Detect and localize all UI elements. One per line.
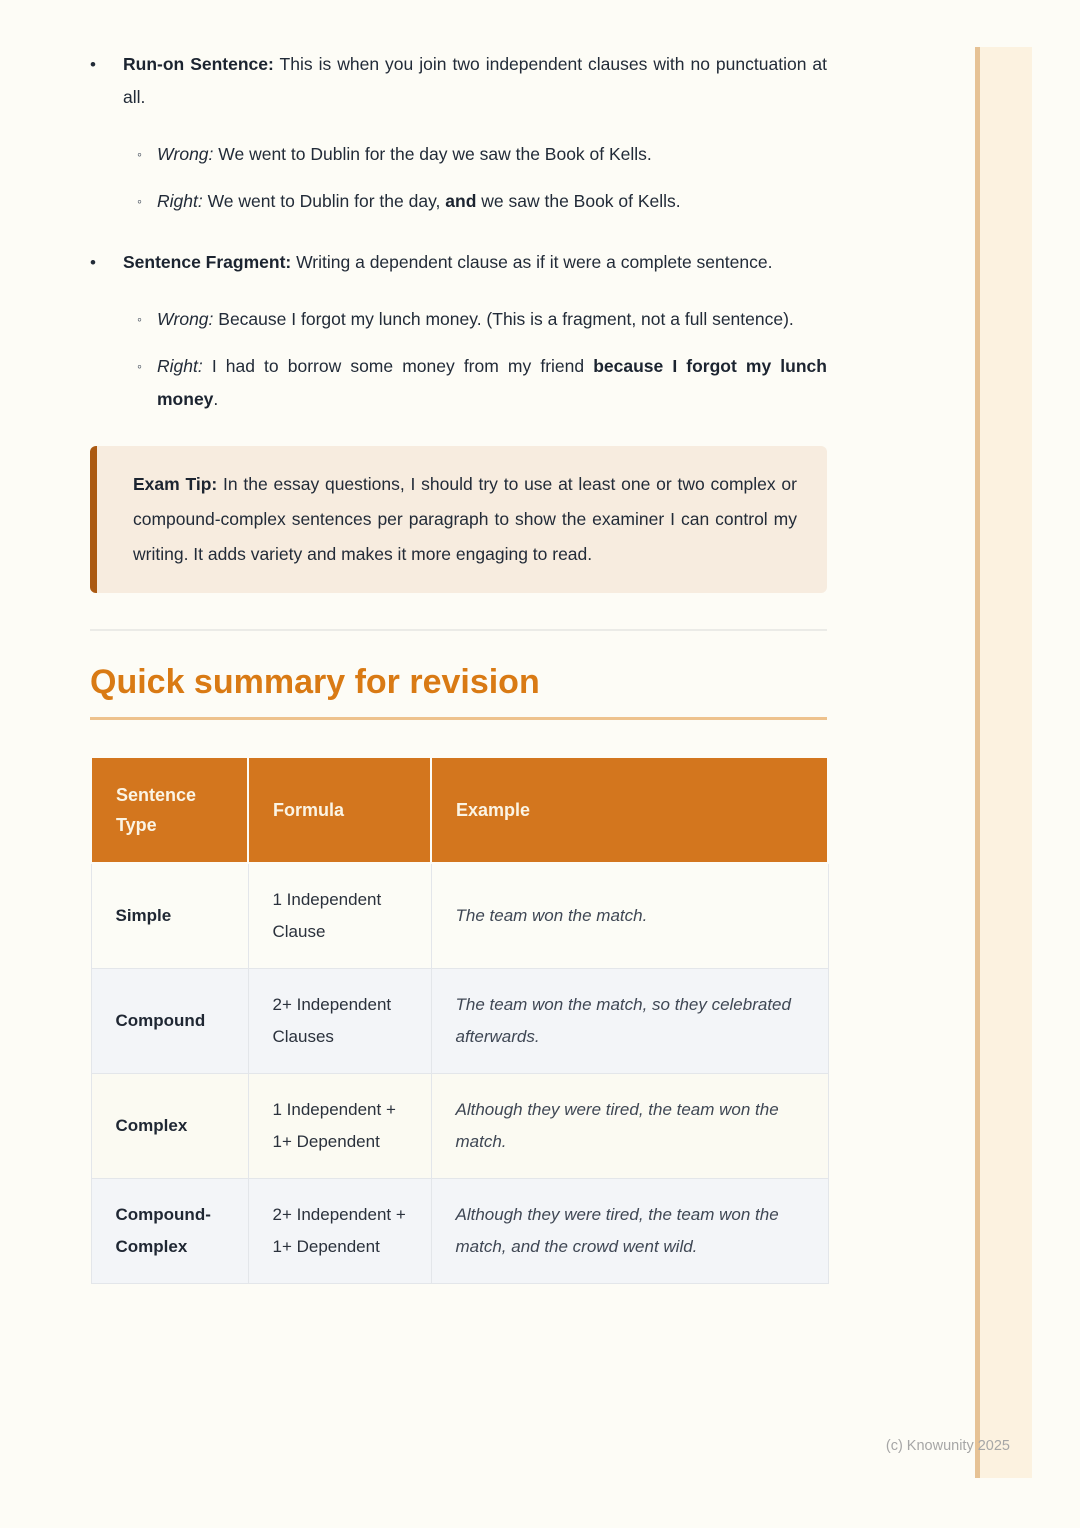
cell-example: Although they were tired, the team won the match, and the crowd went wild. xyxy=(431,1179,828,1284)
run-on-desc: This is when you join two independent clauses with no punctuation at all. xyxy=(123,54,828,107)
notes-content xyxy=(90,0,827,1284)
cell-example: Although they were tired, the team won the match. xyxy=(431,1074,828,1179)
right-example-text: We went to Dublin for the day, xyxy=(207,191,441,211)
col-header-formula: Formula xyxy=(248,757,431,863)
sentence-fragment-text xyxy=(123,246,772,279)
cell-type: Compound-Complex xyxy=(91,1179,248,1284)
wrong-label: Wrong: xyxy=(157,309,214,329)
sub-item-run-on-wrong xyxy=(90,138,827,171)
copyright-watermark: (c) Knowunity 2025 xyxy=(885,1438,1010,1454)
fragment-right-text xyxy=(157,350,827,416)
right-example-bold: because I forgot my lunch money xyxy=(157,356,827,409)
right-example-bold: and xyxy=(445,191,477,211)
list-item-sentence-fragment xyxy=(90,246,827,279)
table-header-row xyxy=(91,757,828,863)
bullet-marker-icon: • xyxy=(90,253,96,272)
circle-marker-icon: ◦ xyxy=(137,193,142,209)
title-underline xyxy=(90,717,827,720)
cell-example: The team won the match. xyxy=(431,863,828,969)
summary-table xyxy=(90,756,829,1284)
list-item-run-on-sentence xyxy=(90,48,827,114)
right-label: Right: xyxy=(157,356,203,376)
exam-tip-text xyxy=(133,467,797,572)
col-header-example: Example xyxy=(431,757,828,863)
table-row-compound xyxy=(91,969,828,1074)
right-label: Right: xyxy=(157,191,203,211)
sub-item-fragment-wrong xyxy=(90,303,827,336)
cell-type: Compound xyxy=(91,969,248,1074)
run-on-right-text xyxy=(157,185,681,218)
fragment-wrong-text xyxy=(157,303,794,336)
right-example-tail: . xyxy=(213,389,219,409)
cell-type: Complex xyxy=(91,1074,248,1179)
cell-formula: 2+ Independent + 1+ Dependent xyxy=(248,1179,431,1284)
col-header-sentence-type: Sentence Type xyxy=(91,757,248,863)
exam-tip-label: Exam Tip: xyxy=(133,474,218,494)
page-edge-decoration xyxy=(975,47,1032,1478)
circle-marker-icon: ◦ xyxy=(137,146,142,162)
table-row-compound-complex xyxy=(91,1179,828,1284)
page-title: Quick summary for revision xyxy=(90,663,540,701)
wrong-label: Wrong: xyxy=(157,144,214,164)
right-example-tail: we saw the Book of Kells. xyxy=(476,191,681,211)
right-example-text: I had to borrow some money from my friend xyxy=(211,356,585,376)
sub-item-fragment-right xyxy=(90,350,827,416)
fragment-desc: Writing a dependent clause as if it were a complete sentence. xyxy=(296,252,773,272)
circle-marker-icon: ◦ xyxy=(137,358,142,374)
exam-tip-callout xyxy=(90,446,827,593)
circle-marker-icon: ◦ xyxy=(137,311,142,327)
table-row-complex xyxy=(91,1074,828,1179)
exam-tip-body: In the essay questions, I should try to use at least one or two complex or compound-complex sentences per paragraph to show the examiner I can control my writing. It adds variety and makes it more engaging to read. xyxy=(133,474,797,564)
fragment-term: Sentence Fragment: xyxy=(123,252,292,272)
wrong-example-text: Because I forgot my lunch money. (This is a fragment, not a full sentence). xyxy=(218,309,794,329)
sub-item-run-on-right xyxy=(90,185,827,218)
bullet-marker-icon: • xyxy=(90,55,96,74)
cell-example: The team won the match, so they celebrated afterwards. xyxy=(431,969,828,1074)
cell-type: Simple xyxy=(91,863,248,969)
run-on-sentence-text xyxy=(123,48,827,114)
table-row-simple xyxy=(91,863,828,969)
run-on-term: Run-on Sentence: xyxy=(123,54,274,74)
cell-formula: 1 Independent + 1+ Dependent xyxy=(248,1074,431,1179)
cell-formula: 2+ Independent Clauses xyxy=(248,969,431,1074)
section-divider xyxy=(90,629,827,631)
run-on-wrong-text xyxy=(157,138,652,171)
cell-formula: 1 Independent Clause xyxy=(248,863,431,969)
wrong-example-text: We went to Dublin for the day we saw the Book of Kells. xyxy=(218,144,652,164)
